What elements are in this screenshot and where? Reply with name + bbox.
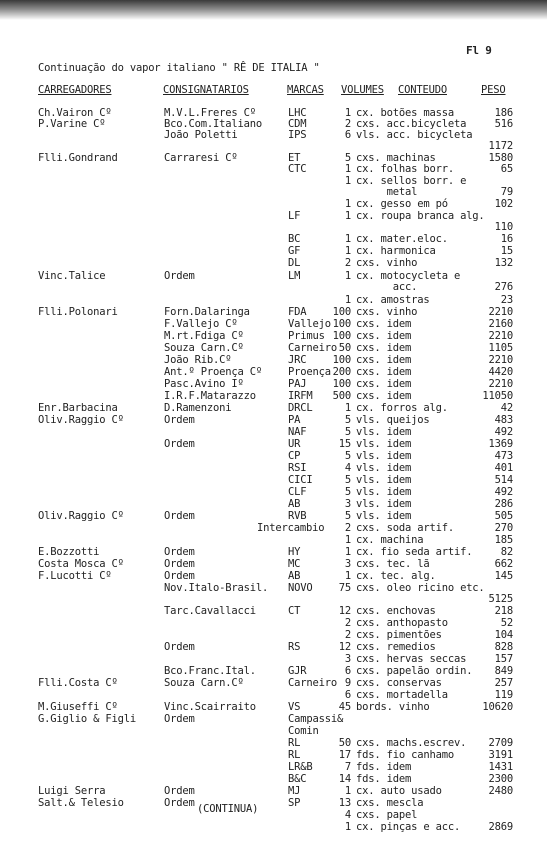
mark-cell: VS xyxy=(288,701,301,713)
weight-cell: 132 xyxy=(494,257,513,269)
content-cell: cx. gesso em pó xyxy=(356,198,448,210)
weight-cell: 110 xyxy=(494,221,513,233)
qty-cell: 100 xyxy=(332,306,351,318)
content-cell: cx. machina xyxy=(356,534,424,546)
qty-cell: 1 xyxy=(344,107,351,119)
consignee-cell: D.Ramenzoni xyxy=(164,402,232,414)
mark-cell: FDA xyxy=(288,306,307,318)
qty-cell: 100 xyxy=(332,330,351,342)
consignee-cell: Ant.º Proença Cº xyxy=(164,366,262,378)
mark-cell: Primus xyxy=(288,330,325,342)
mark-cell: MC xyxy=(288,558,301,570)
qty-cell: 1 xyxy=(344,534,351,546)
content-cell: cxs. idem xyxy=(356,342,412,354)
content-cell: cxs. anthopasto xyxy=(356,617,448,629)
weight-cell: 1369 xyxy=(488,438,513,450)
mark-cell: IPS xyxy=(288,129,307,141)
shipper-cell: M.Giuseffi Cº xyxy=(38,701,118,713)
qty-cell: 5 xyxy=(344,426,351,438)
qty-cell: 12 xyxy=(338,641,351,653)
mark-cell: RL xyxy=(288,749,301,761)
content-cell: cxs. enchovas xyxy=(356,605,436,617)
shipper-cell: Vinc.Talice xyxy=(38,270,106,282)
consignee-cell: Vinc.Scairraito xyxy=(164,701,256,713)
qty-cell: 50 xyxy=(338,737,351,749)
mark-cell: RVB xyxy=(288,510,307,522)
header-peso: PESO xyxy=(481,84,506,96)
consignee-cell: Carraresi Cº xyxy=(164,152,238,164)
qty-cell: 5 xyxy=(344,486,351,498)
weight-cell: 662 xyxy=(494,558,513,570)
mark-cell: Carneiro xyxy=(288,677,337,689)
consignee-cell: Bco.Franc.Ital. xyxy=(164,665,256,677)
mark-cell: AB xyxy=(288,498,301,510)
shipper-cell: Oliv.Raggio Cº xyxy=(38,414,124,426)
content-cell: cxs. oleo ricino etc. xyxy=(356,582,485,594)
consignee-cell: M.rt.Fdiga Cº xyxy=(164,330,244,342)
weight-cell: 2160 xyxy=(488,318,513,330)
qty-cell: 200 xyxy=(332,366,351,378)
mark-cell: UR xyxy=(288,438,301,450)
mark-cell: AB xyxy=(288,570,301,582)
shipper-cell: Costa Mosca Cº xyxy=(38,558,124,570)
consignee-cell: Souza Carn.Cº xyxy=(164,677,244,689)
shipper-cell: Flli.Costa Cº xyxy=(38,677,118,689)
weight-cell: 119 xyxy=(494,689,513,701)
weight-cell: 4420 xyxy=(488,366,513,378)
content-cell: bords. vinho xyxy=(356,701,430,713)
shipper-cell: Flli.Gondrand xyxy=(38,152,118,164)
weight-cell: 157 xyxy=(494,653,513,665)
weight-cell: 1431 xyxy=(488,761,513,773)
content-cell: cxs. conservas xyxy=(356,677,442,689)
weight-cell: 16 xyxy=(500,233,513,245)
consignee-cell: Ordem xyxy=(164,797,195,809)
content-cell: vls. idem xyxy=(356,486,412,498)
page-number: Fl 9 xyxy=(466,44,492,57)
weight-cell: 1172 xyxy=(488,140,513,152)
qty-cell: 1 xyxy=(344,233,351,245)
shipper-cell: E.Bozzotti xyxy=(38,546,100,558)
shipper-cell: P.Varine Cº xyxy=(38,118,106,130)
weight-cell: 2709 xyxy=(488,737,513,749)
qty-cell: 6 xyxy=(344,129,351,141)
content-cell: cxs. machinas xyxy=(356,152,436,164)
weight-cell: 104 xyxy=(494,629,513,641)
weight-cell: 473 xyxy=(494,450,513,462)
qty-cell: 100 xyxy=(332,318,351,330)
mark-cell: Vallejo xyxy=(288,318,331,330)
content-cell: cxs. papel xyxy=(356,809,418,821)
qty-cell: 2 xyxy=(344,118,351,130)
weight-cell: 492 xyxy=(494,486,513,498)
content-cell: cxs. vinho xyxy=(356,306,418,318)
weight-cell: 286 xyxy=(494,498,513,510)
qty-cell: 5 xyxy=(344,152,351,164)
consignee-cell: Ordem xyxy=(164,570,195,582)
weight-cell: 1580 xyxy=(488,152,513,164)
weight-cell: 2210 xyxy=(488,378,513,390)
consignee-cell: Bco.Com.Italiano xyxy=(164,118,262,130)
consignee-cell: Ordem xyxy=(164,438,195,450)
qty-cell: 1 xyxy=(344,270,351,282)
content-cell: cxs. tec. lã xyxy=(356,558,430,570)
weight-cell: 186 xyxy=(494,107,513,119)
content-cell: cx. folhas borr. xyxy=(356,163,454,175)
content-cell: cx. mater.eloc. xyxy=(356,233,448,245)
content-cell: vls. idem xyxy=(356,474,412,486)
mark-cell: RS xyxy=(288,641,301,653)
weight-cell: 270 xyxy=(494,522,513,534)
consignee-cell: Ordem xyxy=(164,785,195,797)
weight-cell: 2210 xyxy=(488,354,513,366)
mark-cell: LHC xyxy=(288,107,307,119)
mark-cell: IRFM xyxy=(288,390,313,402)
weight-cell: 79 xyxy=(500,186,513,198)
content-cell: cx. fio seda artif. xyxy=(356,546,473,558)
weight-cell: 401 xyxy=(494,462,513,474)
content-cell: acc. xyxy=(356,281,418,293)
qty-cell: 2 xyxy=(344,617,351,629)
content-cell: cx. roupa branca alg. xyxy=(356,210,485,222)
consignee-cell: Ordem xyxy=(164,558,195,570)
qty-cell: 75 xyxy=(338,582,351,594)
qty-cell: 4 xyxy=(344,809,351,821)
weight-cell: 10620 xyxy=(482,701,513,713)
shipper-cell: Enr.Barbacina xyxy=(38,402,118,414)
content-cell: cxs. papelão ordin. xyxy=(356,665,473,677)
weight-cell: 483 xyxy=(494,414,513,426)
weight-cell: 505 xyxy=(494,510,513,522)
content-cell: fds. idem xyxy=(356,761,412,773)
weight-cell: 52 xyxy=(500,617,513,629)
qty-cell: 1 xyxy=(344,245,351,257)
qty-cell: 3 xyxy=(344,498,351,510)
header-consignatarios: CONSIGNATARIOS xyxy=(163,84,249,96)
intercambio-note: Intercambio xyxy=(257,522,325,534)
content-cell: cx. motocycleta e xyxy=(356,270,461,282)
weight-cell: 2210 xyxy=(488,330,513,342)
content-cell: cxs. idem xyxy=(356,354,412,366)
weight-cell: 2300 xyxy=(488,773,513,785)
content-cell: vls. idem xyxy=(356,450,412,462)
qty-cell: 7 xyxy=(344,761,351,773)
weight-cell: 2869 xyxy=(488,821,513,833)
shipper-cell: F.Lucotti Cº xyxy=(38,570,112,582)
page-title: Continuação do vapor italiano " RÊ DE ITALIA " xyxy=(38,62,320,74)
weight-cell: 82 xyxy=(500,546,513,558)
header-carregadores: CARREGADORES xyxy=(38,84,112,96)
content-cell: vls. acc. bicycleta xyxy=(356,129,473,141)
weight-cell: 42 xyxy=(500,402,513,414)
weight-cell: 218 xyxy=(494,605,513,617)
mark-cell: HY xyxy=(288,546,301,558)
weight-cell: 2210 xyxy=(488,306,513,318)
qty-cell: 1 xyxy=(344,175,351,187)
content-cell: cxs. idem xyxy=(356,318,412,330)
weight-cell: 145 xyxy=(494,570,513,582)
content-cell: cx. forros alg. xyxy=(356,402,448,414)
weight-cell: 828 xyxy=(494,641,513,653)
scan-top-edge xyxy=(0,0,547,20)
consignee-cell: Forn.Dalaringa xyxy=(164,306,250,318)
mark-cell: CT xyxy=(288,605,301,617)
content-cell: cxs. machs.escrev. xyxy=(356,737,467,749)
qty-cell: 50 xyxy=(338,342,351,354)
mark-cell: Campassi& xyxy=(288,713,344,725)
content-cell: fds. idem xyxy=(356,773,412,785)
qty-cell: 9 xyxy=(344,677,351,689)
shipper-cell: Ch.Vairon Cº xyxy=(38,107,112,119)
content-cell: cx. tec. alg. xyxy=(356,570,436,582)
weight-cell: 3191 xyxy=(488,749,513,761)
consignee-cell: Nov.Italo-Brasil. xyxy=(164,582,269,594)
consignee-cell: João Poletti xyxy=(164,129,238,141)
shipper-cell: G.Giglio & Figli xyxy=(38,713,136,725)
consignee-cell: Ordem xyxy=(164,546,195,558)
weight-cell: 1105 xyxy=(488,342,513,354)
mark-cell: BC xyxy=(288,233,301,245)
content-cell: vls. idem xyxy=(356,438,412,450)
continua-footer: (CONTINUA) xyxy=(197,803,259,815)
content-cell: cx. auto usado xyxy=(356,785,442,797)
qty-cell: 12 xyxy=(338,605,351,617)
qty-cell: 2 xyxy=(344,257,351,269)
consignee-cell: Ordem xyxy=(164,641,195,653)
content-cell: vls. idem xyxy=(356,426,412,438)
content-cell: cx. amostras xyxy=(356,294,430,306)
qty-cell: 100 xyxy=(332,354,351,366)
weight-cell: 849 xyxy=(494,665,513,677)
weight-cell: 276 xyxy=(494,281,513,293)
shipper-cell: Luigi Serra xyxy=(38,785,106,797)
mark-cell: LF xyxy=(288,210,301,222)
header-volumes: VOLUMES xyxy=(341,84,384,96)
mark-cell: CTC xyxy=(288,163,307,175)
qty-cell: 1 xyxy=(344,546,351,558)
mark-cell: MJ xyxy=(288,785,301,797)
qty-cell: 500 xyxy=(332,390,351,402)
mark-cell: SP xyxy=(288,797,301,809)
consignee-cell: Ordem xyxy=(164,414,195,426)
mark-cell: LR&B xyxy=(288,761,313,773)
mark-cell: Proença xyxy=(288,366,331,378)
qty-cell: 4 xyxy=(344,462,351,474)
content-cell: cx. sellos borr. e xyxy=(356,175,467,187)
mark-cell: B&C xyxy=(288,773,307,785)
qty-cell: 3 xyxy=(344,653,351,665)
mark-cell: Comin xyxy=(288,725,319,737)
mark-cell: RL xyxy=(288,737,301,749)
shipper-cell: Flli.Polonari xyxy=(38,306,118,318)
qty-cell: 2 xyxy=(344,629,351,641)
consignee-cell: I.R.F.Matarazzo xyxy=(164,390,256,402)
mark-cell: ET xyxy=(288,152,301,164)
qty-cell: 1 xyxy=(344,198,351,210)
weight-cell: 23 xyxy=(500,294,513,306)
mark-cell: NAF xyxy=(288,426,307,438)
content-cell: cxs. vinho xyxy=(356,257,418,269)
content-cell: cxs. soda artif. xyxy=(356,522,454,534)
mark-cell: CLF xyxy=(288,486,307,498)
content-cell: cxs. remedios xyxy=(356,641,436,653)
weight-cell: 257 xyxy=(494,677,513,689)
consignee-cell: João Rib.Cº xyxy=(164,354,232,366)
consignee-cell: Tarc.Cavallacci xyxy=(164,605,256,617)
qty-cell: 1 xyxy=(344,210,351,222)
content-cell: cxs. mescla xyxy=(356,797,424,809)
mark-cell: DL xyxy=(288,257,301,269)
weight-cell: 516 xyxy=(494,118,513,130)
consignee-cell: Ordem xyxy=(164,713,195,725)
qty-cell: 1 xyxy=(344,294,351,306)
weight-cell: 2480 xyxy=(488,785,513,797)
qty-cell: 45 xyxy=(338,701,351,713)
content-cell: cxs. hervas seccas xyxy=(356,653,467,665)
mark-cell: RSI xyxy=(288,462,307,474)
qty-cell: 3 xyxy=(344,558,351,570)
qty-cell: 1 xyxy=(344,163,351,175)
content-cell: fds. fio canhamo xyxy=(356,749,454,761)
content-cell: cxs. idem xyxy=(356,366,412,378)
content-cell: metal xyxy=(356,186,418,198)
qty-cell: 6 xyxy=(344,689,351,701)
content-cell: cxs. idem xyxy=(356,390,412,402)
weight-cell: 65 xyxy=(500,163,513,175)
shipper-cell: Salt.& Telesio xyxy=(38,797,124,809)
qty-cell: 100 xyxy=(332,378,351,390)
content-cell: cx. harmonica xyxy=(356,245,436,257)
content-cell: cxs. acc.bicycleta xyxy=(356,118,467,130)
qty-cell: 1 xyxy=(344,402,351,414)
qty-cell: 5 xyxy=(344,414,351,426)
consignee-cell: Souza Carn.Cº xyxy=(164,342,244,354)
header-conteudo: CONTEUDO xyxy=(398,84,447,96)
content-cell: vls. idem xyxy=(356,510,412,522)
mark-cell: Carneiro xyxy=(288,342,337,354)
mark-cell: NOVO xyxy=(288,582,313,594)
mark-cell: GF xyxy=(288,245,301,257)
consignee-cell: M.V.L.Freres Cº xyxy=(164,107,256,119)
header-marcas: MARCAS xyxy=(287,84,324,96)
content-cell: cx. pinças e acc. xyxy=(356,821,461,833)
qty-cell: 13 xyxy=(338,797,351,809)
qty-cell: 15 xyxy=(338,438,351,450)
content-cell: cxs. pimentões xyxy=(356,629,442,641)
qty-cell: 1 xyxy=(344,821,351,833)
content-cell: vls. idem xyxy=(356,462,412,474)
mark-cell: CP xyxy=(288,450,301,462)
shipper-cell: Oliv.Raggio Cº xyxy=(38,510,124,522)
weight-cell: 11050 xyxy=(482,390,513,402)
mark-cell: CICI xyxy=(288,474,313,486)
mark-cell: CDM xyxy=(288,118,307,130)
mark-cell: GJR xyxy=(288,665,307,677)
qty-cell: 1 xyxy=(344,570,351,582)
weight-cell: 514 xyxy=(494,474,513,486)
content-cell: cxs. mortadella xyxy=(356,689,448,701)
mark-cell: LM xyxy=(288,270,301,282)
qty-cell: 2 xyxy=(344,522,351,534)
content-cell: cxs. idem xyxy=(356,378,412,390)
qty-cell: 17 xyxy=(338,749,351,761)
mark-cell: JRC xyxy=(288,354,307,366)
qty-cell: 5 xyxy=(344,450,351,462)
consignee-cell: Pasc.Avino Iº xyxy=(164,378,244,390)
qty-cell: 14 xyxy=(338,773,351,785)
mark-cell: PAJ xyxy=(288,378,307,390)
qty-cell: 5 xyxy=(344,474,351,486)
consignee-cell: Ordem xyxy=(164,510,195,522)
content-cell: vls. idem xyxy=(356,498,412,510)
content-cell: vls. queijos xyxy=(356,414,430,426)
qty-cell: 1 xyxy=(344,785,351,797)
qty-cell: 6 xyxy=(344,665,351,677)
mark-cell: PA xyxy=(288,414,301,426)
content-cell: cxs. idem xyxy=(356,330,412,342)
weight-cell: 492 xyxy=(494,426,513,438)
content-cell: cx. botões massa xyxy=(356,107,454,119)
weight-cell: 15 xyxy=(500,245,513,257)
mark-cell: DRCL xyxy=(288,402,313,414)
qty-cell: 5 xyxy=(344,510,351,522)
consignee-cell: Ordem xyxy=(164,270,195,282)
weight-cell: 185 xyxy=(494,534,513,546)
weight-cell: 5125 xyxy=(488,593,513,605)
weight-cell: 102 xyxy=(494,198,513,210)
consignee-cell: F.Vallejo Cº xyxy=(164,318,238,330)
